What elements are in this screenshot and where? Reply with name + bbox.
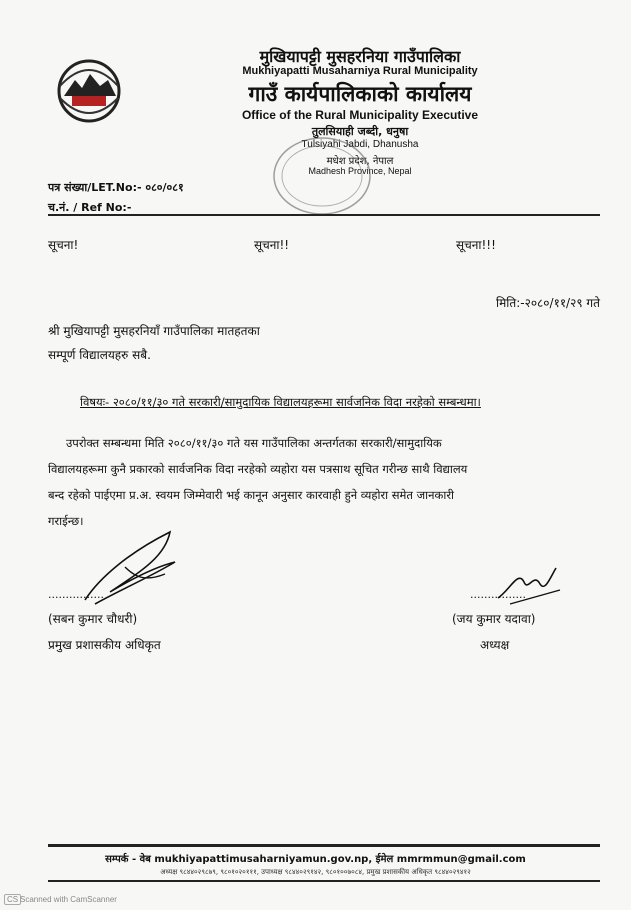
left-signatory-name: (सबन कुमार चौधरी)	[48, 612, 138, 626]
body-line-3: बन्द रहेको पाईएमा प्र.अ. स्वयम जिम्मेवारी भई कानून अनुसार कारवाही हुने व्यहोरा समेत जानकारी	[48, 488, 455, 502]
subject-line: विषयः- २०८०/११/३० गते सरकारी/सामुदायिक विद्यालयहरूमा सार्वजनिक विदा नरहेको सम्बन्धमा।	[80, 395, 481, 409]
right-signature-dots: ................	[470, 588, 526, 601]
footer-phones: अध्यक्ष ९८४४०२९८७९, ९८०१०२०१११, उपाध्यक्ष ९८४४०२९१४२, ९८०१००७०८४, प्रमुख प्रशासकीय अधिकृत ९८४४०२९४१२	[160, 868, 471, 876]
body-line-1: उपरोक्त सम्बन्धमा मिति २०८०/११/३० गते यस गाउँपालिका अन्तर्गतका सरकारी/सामुदायिक	[66, 436, 442, 450]
notice-label-1: सूचना!	[48, 238, 79, 252]
right-signatory-title: अध्यक्ष	[480, 638, 510, 652]
office-stamp	[262, 132, 382, 220]
body-line-4: गराईन्छ।	[48, 514, 84, 528]
office-title-english: Office of the Rural Municipality Executive	[241, 108, 479, 122]
municipality-title-nepali: मुखियापट्टी मुसहरनिया गाउँपालिका	[259, 47, 461, 66]
right-signature	[490, 560, 570, 610]
notice-label-3: सूचना!!!	[456, 238, 496, 252]
right-signatory-name: (जय कुमार यदावा)	[452, 612, 536, 626]
header-divider	[48, 214, 600, 216]
left-signature-dots: ................	[48, 588, 104, 601]
scanner-watermark: Scanned with CamScanner	[20, 895, 117, 904]
scanner-badge: CS	[4, 894, 21, 905]
office-title-nepali: गाउँ कार्यपालिकाको कार्यालय	[248, 82, 472, 106]
address-english: Tulsiyahi Jabdi, Dhanusha	[301, 139, 419, 150]
notice-label-2: सूचना!!	[254, 238, 290, 252]
footer-divider-top	[48, 844, 600, 847]
body-line-2: विद्यालयहरूमा कुनै प्रकारको सार्वजनिक विदा नरहेको व्यहोरा यस पत्रसाथ सूचित गरीन्छ साथै विद्यालय	[48, 462, 468, 476]
letter-number: पत्र संख्या/LET.No:- ०८०/०८१	[48, 181, 184, 194]
province-nepali: मधेश प्रदेश, नेपाल	[326, 156, 394, 167]
province-english: Madhesh Province, Nepal	[308, 166, 412, 176]
left-signatory-title: प्रमुख प्रशासकीय अधिकृत	[48, 638, 161, 652]
address-nepali: तुलसियाही जब्दी, धनुषा	[311, 125, 409, 138]
recipient-line-1: श्री मुखियापट्टी मुसहरनियाँ गाउँपालिका मातहतका	[48, 324, 260, 338]
footer-divider-bottom	[48, 880, 600, 882]
municipality-logo	[50, 56, 128, 126]
recipient-line-2: सम्पूर्ण विद्यालयहरु सबै.	[48, 348, 151, 362]
reference-number: च.नं. / Ref No:-	[48, 201, 132, 214]
footer-contact: सम्पर्क - वेब mukhiyapattimusaharniyamun.gov.np, ईमेल mmrmmun@gmail.com	[105, 854, 526, 865]
letter-date: मिति:-२०८०/११/२९ गते	[495, 296, 600, 310]
municipality-title-english: Mukhiyapatti Musaharniya Rural Municipality	[242, 65, 478, 77]
